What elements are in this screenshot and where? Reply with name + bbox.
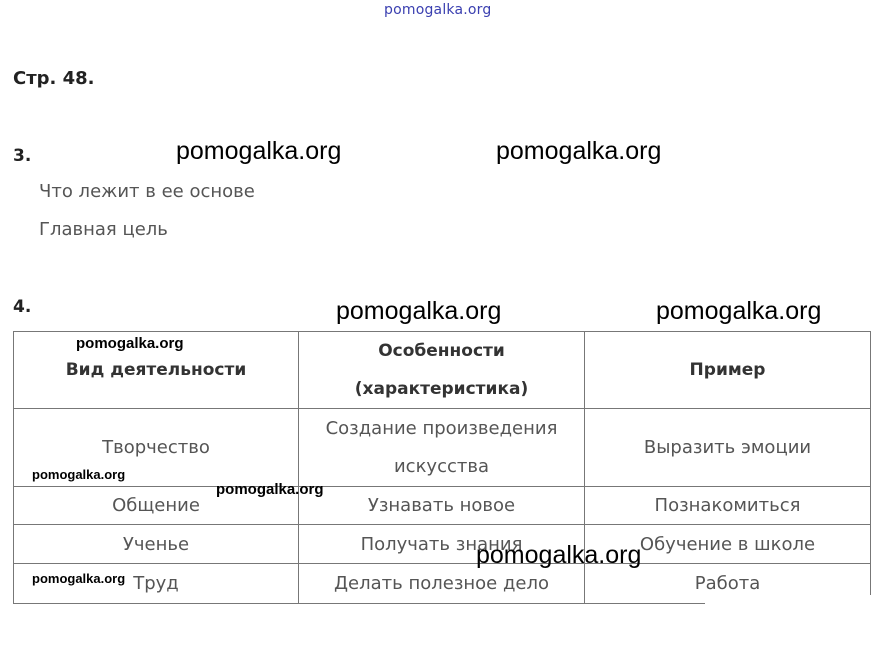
header-activity-type: Вид деятельности bbox=[14, 332, 299, 409]
header-example: Пример bbox=[585, 332, 871, 409]
page-heading: Стр. 48. bbox=[13, 68, 95, 89]
watermark-task3-left[interactable]: pomogalka.org bbox=[176, 137, 342, 165]
watermark-task4-right[interactable]: pomogalka.org bbox=[656, 297, 822, 325]
activity-table bbox=[13, 331, 871, 604]
watermark-table-header[interactable]: pomogalka.org bbox=[76, 335, 184, 352]
cell-feature bbox=[299, 409, 585, 487]
cell-feature-line-2: искусства bbox=[393, 455, 490, 477]
cell-feature: Узнавать новое bbox=[299, 487, 585, 525]
watermark-table-last[interactable]: pomogalka.org bbox=[32, 571, 126, 586]
cell-activity: Творчество bbox=[14, 409, 299, 487]
table-row bbox=[14, 525, 871, 564]
watermark-table-mid[interactable]: pomogalka.org bbox=[476, 541, 642, 569]
cell-example: Обучение в школе bbox=[585, 525, 871, 564]
cell-feature: Получать знания bbox=[299, 525, 585, 564]
task-3-line-2: Главная цель bbox=[39, 219, 168, 240]
watermark-top[interactable]: pomogalka.org bbox=[384, 2, 492, 18]
table-edge-mask bbox=[705, 595, 885, 615]
cell-activity: Труд bbox=[14, 564, 299, 604]
cell-example: Познакомиться bbox=[585, 487, 871, 525]
cell-example: Работа bbox=[585, 564, 871, 604]
task-3-number: 3. bbox=[13, 146, 32, 166]
cell-feature-line-1: Создание произведения bbox=[325, 417, 558, 439]
header-features bbox=[299, 332, 585, 409]
cell-feature: Делать полезное дело bbox=[299, 564, 585, 604]
header-features-line-1: Особенности bbox=[378, 341, 505, 361]
watermark-task4-left[interactable]: pomogalka.org bbox=[336, 297, 502, 325]
watermark-task3-right[interactable]: pomogalka.org bbox=[496, 137, 662, 165]
watermark-table-row1[interactable]: pomogalka.org bbox=[32, 467, 126, 482]
cell-example: Выразить эмоции bbox=[585, 409, 871, 487]
table-row bbox=[14, 409, 871, 487]
task-3-line-1: Что лежит в ее основе bbox=[39, 181, 255, 202]
table-row bbox=[14, 487, 871, 525]
cell-activity: Общение bbox=[14, 487, 299, 525]
header-features-line-2: (характеристика) bbox=[354, 379, 529, 399]
watermark-table-row2[interactable]: pomogalka.org bbox=[216, 481, 324, 498]
task-4-number: 4. bbox=[13, 297, 32, 317]
cell-activity: Ученье bbox=[14, 525, 299, 564]
